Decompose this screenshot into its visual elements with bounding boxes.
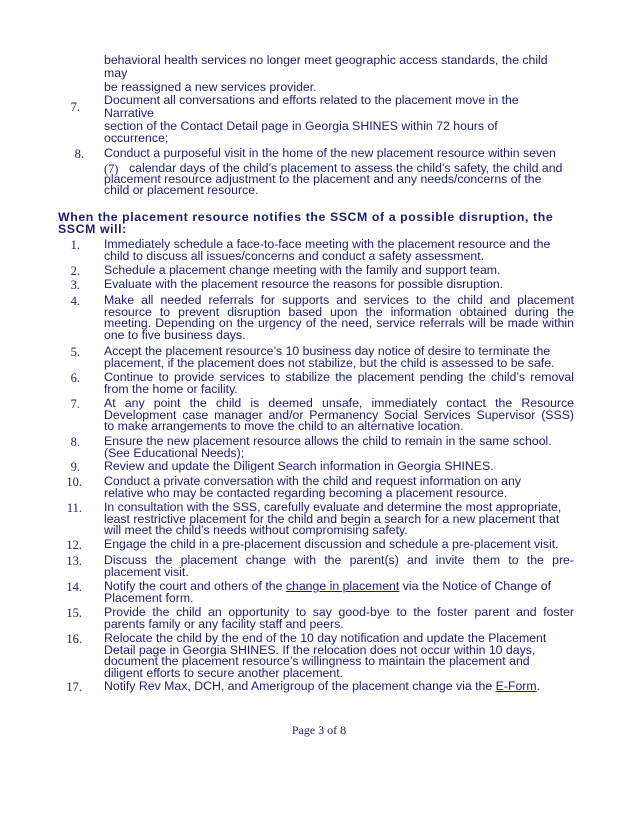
text-line: relative who may be contacted regarding becoming a placement resource. [104, 485, 508, 500]
text-line: Make all needed referrals for supports and services to the child and placement [104, 293, 574, 307]
text-line: Detail page in Georgia SHINES. If the relocation does not occur within 10 days, [104, 642, 536, 657]
text-line: Evaluate with the placement resource the reasons for possible disruption. [104, 277, 504, 291]
item-number: 14. [66, 580, 82, 594]
item-number: 7. [70, 100, 80, 114]
item-number: 15. [66, 606, 82, 620]
text-segment: Notify the court and others of the [104, 579, 286, 593]
text-line: from the home or facility. [104, 381, 238, 396]
text-line: Immediately schedule a face-to-face meeting with the placement resource and the [104, 237, 551, 251]
text-line: At any point the child is deemed unsafe, immediately contact the Resource [104, 396, 574, 410]
text-line: Review and update the Diligent Search information in Georgia SHINES. [104, 459, 494, 473]
text-line [104, 680, 540, 692]
text-line: placement, if the placement does not stabilize, but the child is assessed to be safe. [104, 355, 555, 370]
text-line: child or placement resource. [104, 183, 259, 197]
text-line: placement visit. [104, 564, 189, 579]
text-line: Continue to provide services to stabilize the placement pending the child’s removal [104, 370, 574, 384]
text-line: Placement form. [104, 590, 194, 605]
text-line: resource to prevent disruption based upon the information obtained during the [104, 304, 574, 319]
text-line: be reassigned a new services provider. [104, 80, 317, 94]
text-line: Relocate the child by the end of the 10 day notification and update the Placement [104, 631, 547, 645]
text-line: Document all conversations and efforts related to the placement move in the [104, 93, 519, 107]
item-number: 6. [70, 371, 80, 385]
section-heading: SSCM will: [58, 222, 127, 236]
item-number: 10. [66, 475, 82, 489]
text-line: In consultation with the SSS, carefully evaluate and determine the most appropriate, [104, 500, 562, 514]
item-number: 17. [66, 680, 82, 694]
text-line: one to five business days. [104, 327, 246, 342]
item-number: 16. [66, 632, 82, 646]
item-number: 3. [70, 278, 80, 292]
text-line: to make arrangements to move the child to an alternative location. [104, 419, 464, 433]
text-line: meeting. Depending on the urgency of the need, service referrals will be made within [104, 316, 574, 330]
text-segment: via the Notice of Change of [399, 579, 552, 593]
text-line: behavioral health services no longer meet geographic access standards, the child [104, 53, 548, 67]
item-number: 8. [74, 147, 84, 161]
text-line: (See Educational Needs); [104, 445, 245, 460]
text-line: parents family or any facility staff and peers. [104, 616, 344, 631]
text-line: Ensure the new placement resource allows the child to remain in the same school. [104, 434, 552, 448]
item-number: 13. [66, 554, 82, 568]
item-number: 5. [70, 345, 80, 359]
item-number: 4. [70, 294, 80, 308]
text-line: calendar days of the child’s placement to assess the child’s safety, the child and [129, 161, 563, 175]
text-line: least restrictive placement for the child and begin a search for a new placement that [104, 511, 560, 526]
change-in-placement-link[interactable]: change in placement [285, 579, 400, 593]
text-line: Discuss the placement change with the parent(s) and invite them to the pre- [104, 553, 574, 567]
text-line: Narrative [104, 106, 154, 120]
text-line: diligent efforts to secure another placement. [104, 665, 344, 680]
text-line: section of the Contact Detail page in Georgia SHINES within 72 hours of [104, 119, 498, 133]
text-segment: Notify Rev Max, DCH, and Amerigroup of the placement change via the [104, 679, 496, 693]
text-line: Provide the child an opportunity to say good-bye to the foster parent and foster [104, 605, 574, 619]
text-line: Schedule a placement change meeting with the family and support team. [104, 263, 501, 277]
text-line: will meet the child’s needs without compromising safety. [104, 523, 408, 537]
page-footer: Page 3 of 8 [291, 723, 347, 737]
text-line: child to discuss all issues/concerns and conduct a safety assessment. [104, 248, 485, 263]
text-line: may [104, 66, 128, 80]
text-line: Development case manager and/or Permanency Social Services Supervisor (SSS) [104, 407, 574, 422]
text-line: Engage the child in a pre-placement discussion and schedule a pre-placement visit. [104, 537, 559, 551]
text-segment: . [536, 679, 541, 693]
item-number: 2. [70, 264, 80, 278]
item-number: 9. [70, 460, 80, 474]
text-line: placement resource adjustment to the placement and any needs/concerns of the [104, 172, 542, 186]
item-number: 11. [66, 501, 82, 515]
text-line: Conduct a private conversation with the child and request information on any [104, 474, 521, 488]
section-heading: When the placement resource notifies the SSCM of a possible disruption, the [58, 210, 554, 224]
item-number: 8. [70, 435, 80, 449]
item-number: 7. [70, 397, 80, 411]
text-line: document the placement resource’s willingness to maintain the placement and [104, 654, 530, 668]
text-line: Conduct a purposeful visit in the home of the new placement resource within seven [104, 146, 556, 160]
text-line: (7) [104, 162, 119, 176]
text-line: Accept the placement resource’s 10 business day notice of desire to terminate the [104, 344, 551, 358]
e-form-link[interactable]: E-Form [495, 679, 537, 693]
item-number: 12. [66, 538, 82, 552]
text-line: occurrence; [104, 131, 169, 145]
item-number: 1. [70, 238, 80, 252]
